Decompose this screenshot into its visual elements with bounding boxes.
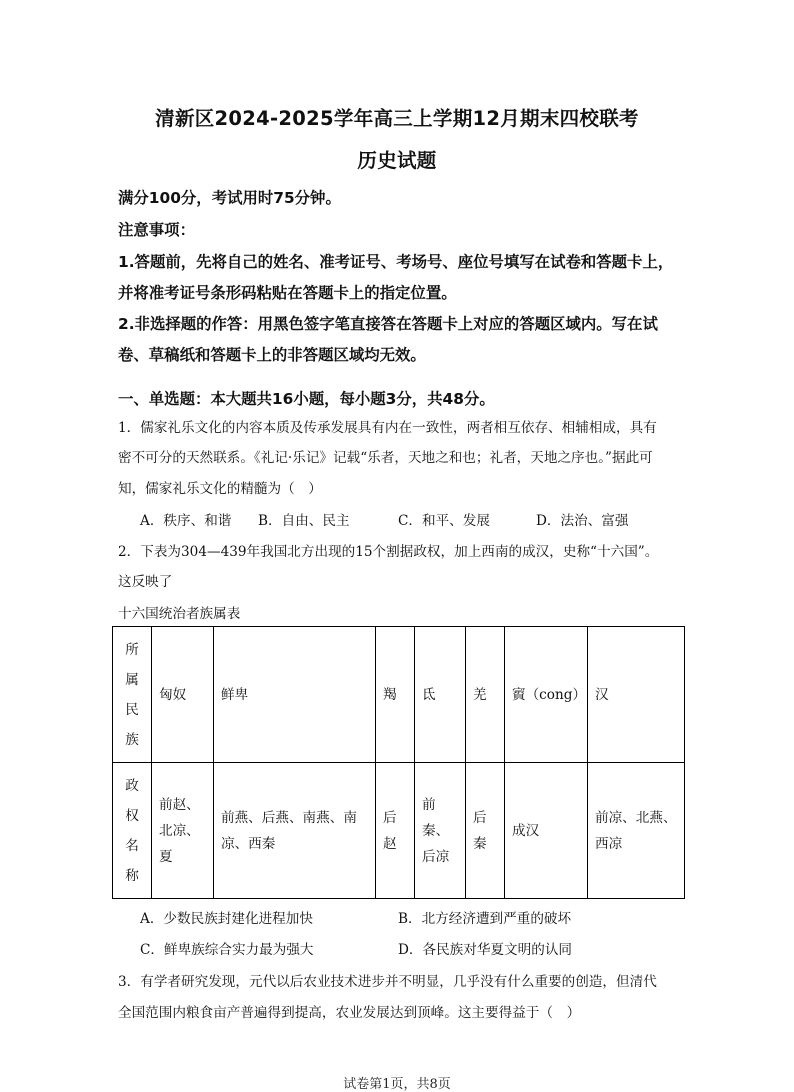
notice-1-line-2: 并将准考证号条形码粘贴在答题卡上的指定位置。 (118, 284, 457, 302)
label-char: 称 (125, 867, 139, 884)
notice-2-line-1: 2.非选择题的作答：用黑色签字笔直接答在答题卡上对应的答题区域内。写在试 (118, 315, 658, 333)
page-footer: 试卷第1页，共8页 (343, 1077, 451, 1092)
table-row-regime (113, 763, 685, 899)
label-char: 政 (125, 777, 139, 794)
table-caption: 十六国统治者族属表 (118, 606, 241, 622)
ethnic-cell: 匈奴 (152, 627, 214, 763)
q1-line-2: 密不可分的天然联系。《礼记·乐记》记载“乐者，天地之和也；礼者，天地之序也。”据此可 (118, 450, 653, 466)
regime-cell: 前凉、北燕、西凉 (588, 763, 685, 899)
ethnic-cell: 汉 (588, 627, 685, 763)
exam-subject: 历史试题 (357, 149, 437, 172)
label-char: 所 (125, 641, 139, 658)
q2-line-1: 2．下表为304—439年我国北方出现的15个割据政权，加上西南的成汉，史称“十六国”。 (118, 544, 659, 560)
notice-1-line-1: 1.答题前，先将自己的姓名、准考证号、考场号、座位号填写在试卷和答题卡上， (118, 253, 674, 271)
ethnic-cell: 氐 (415, 627, 466, 763)
regime-cell: 后秦 (466, 763, 505, 899)
score-time-info: 满分100分，考试用时75分钟。 (118, 189, 341, 207)
q1-line-3: 知，儒家礼乐文化的精髓为（ ） (118, 481, 322, 497)
notice-2-line-2: 卷、草稿纸和答题卡上的非答题区域均无效。 (118, 346, 426, 364)
q1-option-c: C．和平、发展 (398, 513, 490, 529)
exam-title: 清新区2024-2025学年高三上学期12月期末四校联考 (155, 107, 639, 130)
ethnic-regime-table (112, 626, 685, 899)
ethnic-cell: 鲜卑 (214, 627, 376, 763)
label-char: 权 (125, 807, 139, 824)
notice-heading: 注意事项： (118, 221, 195, 239)
table-row-ethnic (113, 627, 685, 763)
regime-cell: 成汉 (505, 763, 588, 899)
q1-option-b: B．自由、民主 (258, 513, 350, 529)
row-label-regime (113, 763, 152, 899)
label-char: 民 (125, 701, 139, 718)
ethnic-cell: 羯 (376, 627, 415, 763)
row-label-ethnic (113, 627, 152, 763)
regime-cell: 前燕、后燕、南燕、南凉、西秦 (214, 763, 376, 899)
q3-line-2: 全国范围内粮食亩产普遍得到提高，农业发展达到顶峰。这主要得益于（ ） (118, 1005, 581, 1021)
ethnic-cell: 賨（cong） (505, 627, 588, 763)
q1-option-a: A．秩序、和谐 (140, 513, 232, 529)
q2-option-a: A．少数民族封建化进程加快 (140, 911, 313, 927)
label-char: 族 (125, 731, 139, 748)
label-char: 属 (125, 671, 139, 688)
q2-line-2: 这反映了 (118, 574, 173, 590)
q3-line-1: 3．有学者研究发现，元代以后农业技术进步并不明显，几乎没有什么重要的创造，但清代 (118, 974, 657, 990)
regime-cell: 前赵、北凉、夏 (152, 763, 214, 899)
q2-option-b: B．北方经济遭到严重的破坏 (398, 911, 572, 927)
label-char: 名 (125, 837, 139, 854)
regime-cell: 后赵 (376, 763, 415, 899)
q1-option-d: D．法治、富强 (536, 513, 629, 529)
section-heading: 一、单选题：本大题共16小题，每小题3分，共48分。 (118, 390, 495, 408)
q2-option-d: D．各民族对华夏文明的认同 (398, 942, 573, 958)
q2-option-c: C．鲜卑族综合实力最为强大 (140, 942, 314, 958)
ethnic-cell: 羌 (466, 627, 505, 763)
q1-line-1: 1．儒家礼乐文化的内容本质及传承发展具有内在一致性，两者相互依存、相辅相成，具有 (118, 420, 657, 436)
regime-cell: 前秦、后凉 (415, 763, 466, 899)
